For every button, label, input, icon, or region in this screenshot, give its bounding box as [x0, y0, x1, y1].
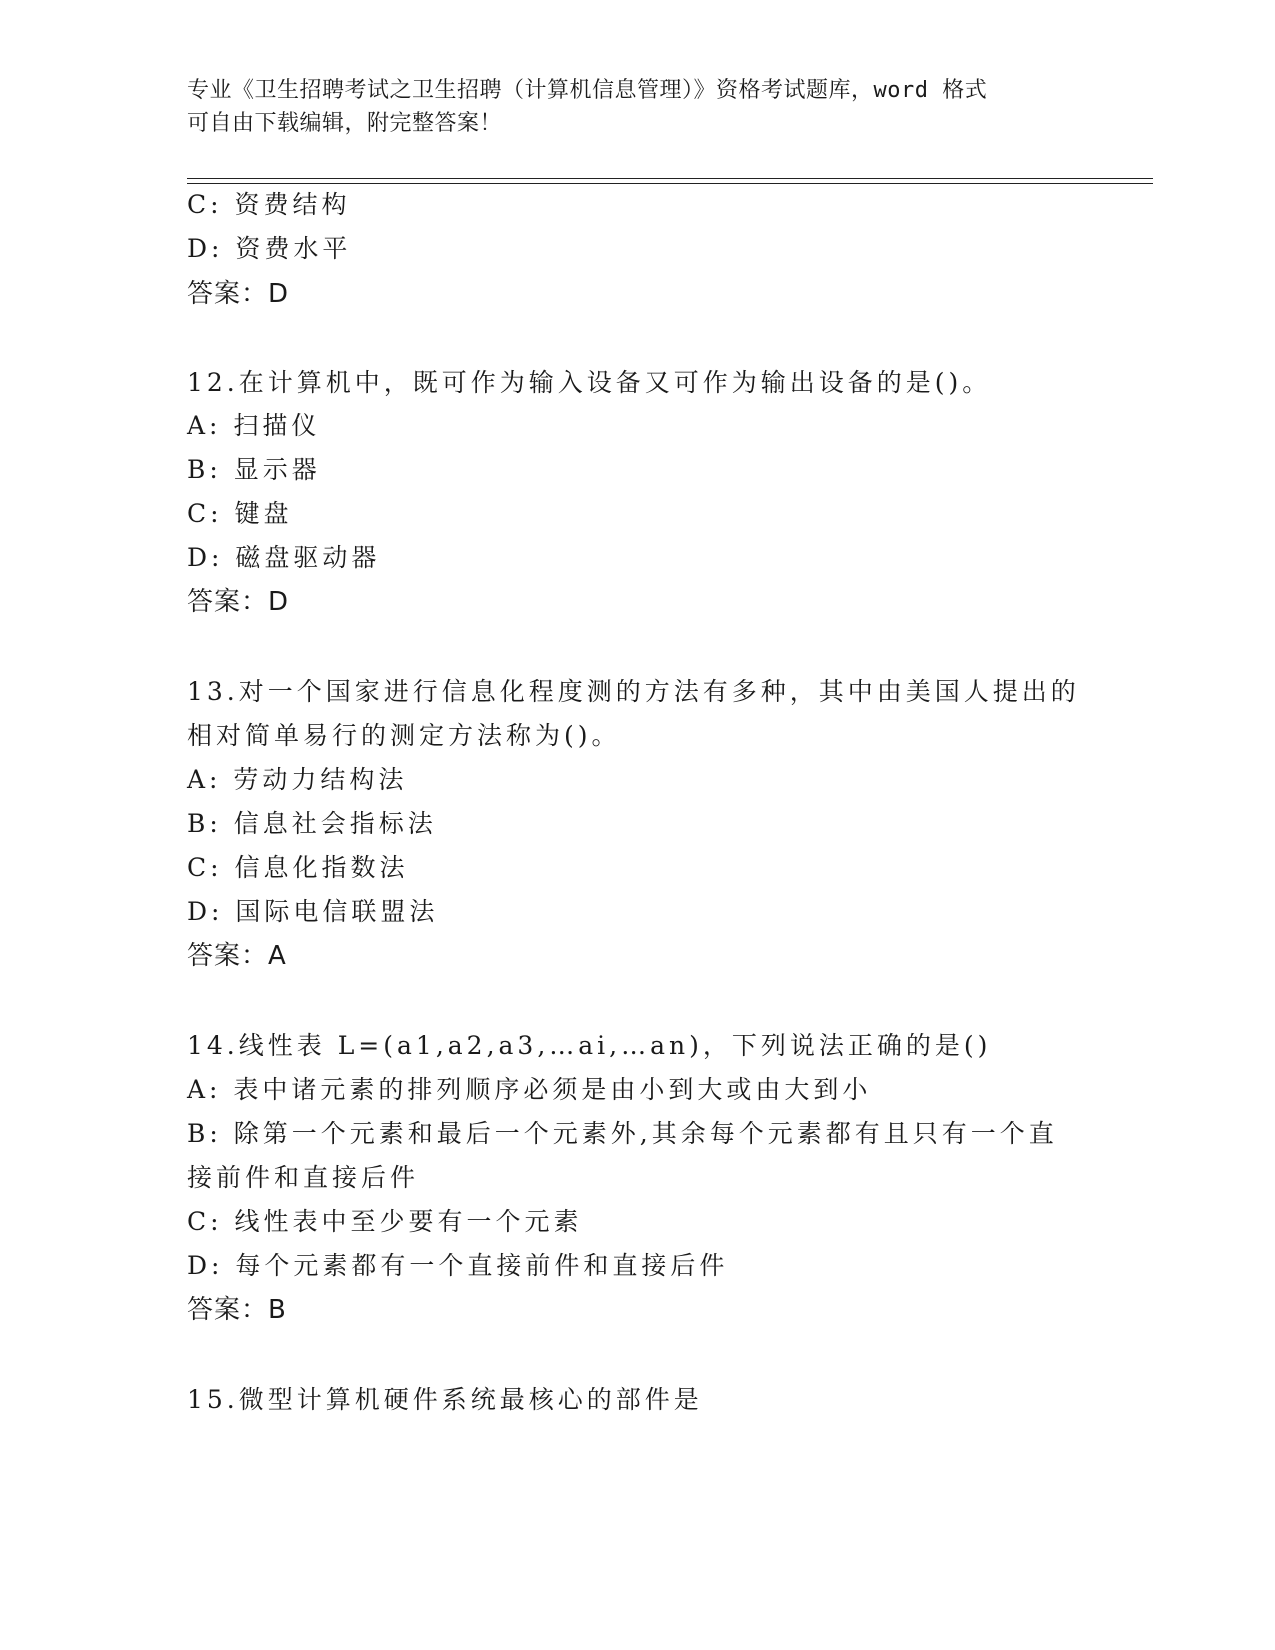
q12-answer: 答案：D — [187, 587, 290, 617]
document-header — [187, 74, 1067, 140]
q13-option-d: D: 国际电信联盟法 — [187, 897, 439, 926]
q12-stem: 12.在计算机中，既可作为输入设备又可作为输出设备的是()。 — [187, 368, 992, 397]
q14-option-b-line1: B: 除第一个元素和最后一个元素外,其余每个元素都有且只有一个直 — [187, 1119, 1058, 1148]
header-title-line2: 可自由下载编辑，附完整答案！ — [187, 111, 503, 136]
q14-option-b-line2: 接前件和直接后件 — [187, 1163, 420, 1192]
q14-answer: 答案：B — [187, 1295, 287, 1325]
q13-option-a: A: 劳动力结构法 — [187, 765, 408, 794]
q13-stem-line1: 13.对一个国家进行信息化程度测的方法有多种，其中由美国人提出的 — [187, 677, 1080, 706]
q12-option-a: A: 扫描仪 — [187, 411, 321, 440]
q13-option-b: B: 信息社会指标法 — [187, 809, 437, 838]
q13-answer: 答案：A — [187, 941, 287, 971]
q12-option-d: D: 磁盘驱动器 — [187, 543, 381, 572]
header-divider-top — [187, 178, 1153, 179]
q12-option-c: C: 键盘 — [187, 499, 293, 528]
q14-option-d: D: 每个元素都有一个直接前件和直接后件 — [187, 1251, 729, 1280]
q14-option-a: A: 表中诸元素的排列顺序必须是由小到大或由大到小 — [187, 1075, 872, 1104]
q14-option-c: C: 线性表中至少要有一个元素 — [187, 1207, 583, 1236]
q13-option-c: C: 信息化指数法 — [187, 853, 409, 882]
header-divider-bottom — [187, 183, 1153, 184]
q15-stem: 15.微型计算机硬件系统最核心的部件是 — [187, 1385, 703, 1414]
q13-stem-line2: 相对简单易行的测定方法称为()。 — [187, 721, 621, 750]
prev-answer: 答案：D — [187, 279, 290, 309]
header-title-line1: 专业《卫生招聘考试之卫生招聘（计算机信息管理）》资格考试题库，word 格式 — [187, 78, 988, 103]
q14-stem: 14.线性表 L=(a1,a2,a3,…ai,…an)，下列说法正确的是() — [187, 1031, 992, 1060]
q12-option-b: B: 显示器 — [187, 455, 321, 484]
prev-option-d: D: 资费水平 — [187, 234, 352, 263]
prev-option-c: C: 资费结构 — [187, 190, 351, 219]
